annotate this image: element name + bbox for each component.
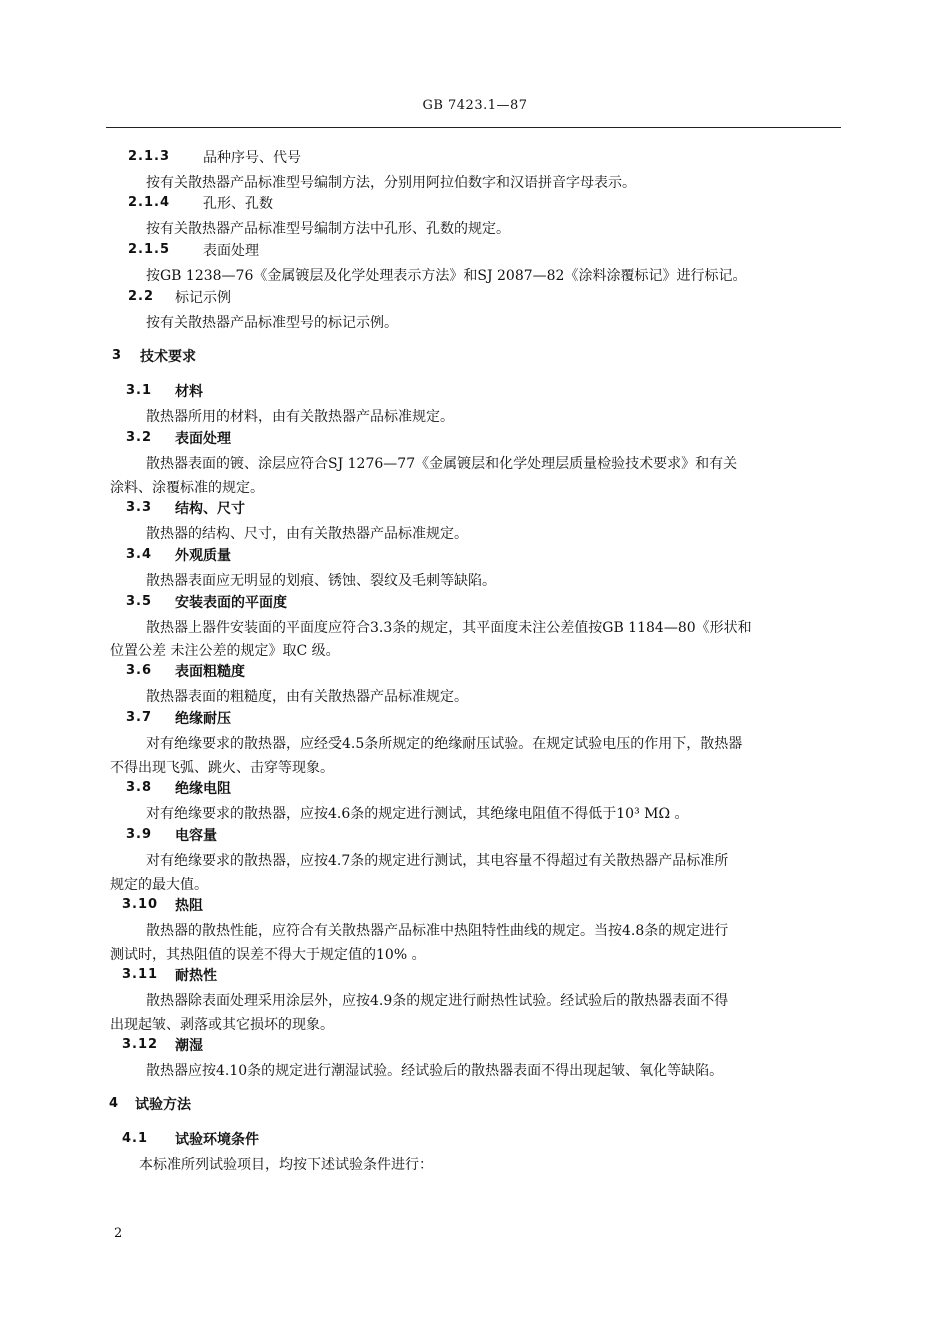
paragraph-line: 按有关散热器产品标准型号的标记示例。 (146, 315, 398, 331)
header-rule (106, 127, 841, 128)
section-number: 2.1.3 (128, 149, 171, 164)
section-heading: 品种序号、代号 (203, 150, 301, 166)
section-number: 4 (109, 1096, 120, 1111)
paragraph-line: 散热器的散热性能，应符合有关散热器产品标准中热阻特性曲线的规定。当按4.8条的规定进行 (146, 923, 729, 939)
section-heading: 外观质量 (175, 548, 231, 564)
section-number: 2.2 (128, 289, 155, 304)
section-number: 3.7 (126, 710, 153, 725)
section-heading: 结构、尺寸 (175, 501, 245, 517)
section-number: 4.1 (122, 1131, 149, 1146)
paragraph-line: 对有绝缘要求的散热器，应经受4.5条所规定的绝缘耐压试验。在规定试验电压的作用下，散热器 (146, 736, 743, 752)
section-heading: 绝缘电阻 (175, 781, 231, 797)
section-number: 3.1 (126, 383, 153, 398)
section-heading: 技术要求 (140, 349, 196, 365)
section-number: 3 (112, 348, 123, 363)
section-number: 3.4 (126, 547, 153, 562)
paragraph-line: 散热器的结构、尺寸，由有关散热器产品标准规定。 (146, 526, 468, 542)
paragraph-line: 按GB 1238—76《金属镀层及化学处理表示方法》和SJ 2087—82《涂料涂覆标记》进行标记。 (146, 268, 747, 284)
paragraph-line: 散热器所用的材料，由有关散热器产品标准规定。 (146, 409, 454, 425)
section-number: 2.1.5 (128, 242, 171, 257)
section-number: 2.1.4 (128, 195, 171, 210)
paragraph-line: 散热器表面的镀、涂层应符合SJ 1276—77《金属镀层和化学处理层质量检验技术要求》和有关 (146, 456, 738, 472)
section-number: 3.12 (122, 1037, 159, 1052)
paragraph-line: 本标准所列试验项目，均按下述试验条件进行： (139, 1157, 433, 1173)
section-heading: 热阻 (175, 898, 203, 914)
section-number: 3.8 (126, 780, 153, 795)
section-heading: 试验环境条件 (175, 1132, 259, 1148)
section-heading: 潮湿 (175, 1038, 203, 1054)
section-heading: 安装表面的平面度 (175, 595, 287, 611)
section-heading: 电容量 (175, 828, 217, 844)
paragraph-line: 按有关散热器产品标准型号编制方法，分别用阿拉伯数字和汉语拼音字母表示。 (146, 175, 636, 191)
section-number: 3.9 (126, 827, 153, 842)
paragraph-line: 对有绝缘要求的散热器，应按4.6条的规定进行测试，其绝缘电阻值不得低于10³ MΩ 。 (146, 806, 689, 822)
paragraph-line: 位置公差 未注公差的规定》取C 级。 (110, 643, 340, 659)
paragraph-line: 规定的最大值。 (110, 877, 208, 893)
paragraph-line: 不得出现飞弧、跳火、击穿等现象。 (110, 760, 334, 776)
paragraph-line: 测试时，其热阻值的误差不得大于规定值的10% 。 (110, 947, 426, 963)
section-heading: 孔形、孔数 (203, 196, 273, 212)
section-heading: 标记示例 (175, 290, 231, 306)
paragraph-line: 出现起皱、剥落或其它损坏的现象。 (110, 1017, 334, 1033)
section-heading: 耐热性 (175, 968, 217, 984)
section-heading: 材料 (175, 384, 203, 400)
section-number: 3.3 (126, 500, 153, 515)
paragraph-line: 散热器除表面处理采用涂层外，应按4.9条的规定进行耐热性试验。经试验后的散热器表面不得 (146, 993, 729, 1009)
section-heading: 表面处理 (203, 243, 259, 259)
paragraph-line: 按有关散热器产品标准型号编制方法中孔形、孔数的规定。 (146, 221, 510, 237)
page-number: 2 (114, 1226, 123, 1241)
section-number: 3.11 (122, 967, 159, 982)
section-heading: 表面粗糙度 (175, 664, 245, 680)
paragraph-line: 散热器应按4.10条的规定进行潮湿试验。经试验后的散热器表面不得出现起皱、氧化等缺陷。 (146, 1063, 724, 1079)
paragraph-line: 散热器表面应无明显的划痕、锈蚀、裂纹及毛刺等缺陷。 (146, 573, 496, 589)
section-number: 3.5 (126, 594, 153, 609)
section-number: 3.6 (126, 663, 153, 678)
paragraph-line: 散热器上器件安装面的平面度应符合3.3条的规定，其平面度未注公差值按GB 1184—80《形状和 (146, 620, 752, 636)
section-heading: 绝缘耐压 (175, 711, 231, 727)
section-number: 3.2 (126, 430, 153, 445)
section-number: 3.10 (122, 897, 159, 912)
paragraph-line: 涂料、涂覆标准的规定。 (110, 480, 264, 496)
section-heading: 表面处理 (175, 431, 231, 447)
section-heading: 试验方法 (135, 1097, 191, 1113)
paragraph-line: 对有绝缘要求的散热器，应按4.7条的规定进行测试，其电容量不得超过有关散热器产品标准所 (146, 853, 729, 869)
page-header: GB 7423.1—87 (422, 98, 528, 113)
paragraph-line: 散热器表面的粗糙度，由有关散热器产品标准规定。 (146, 689, 468, 705)
